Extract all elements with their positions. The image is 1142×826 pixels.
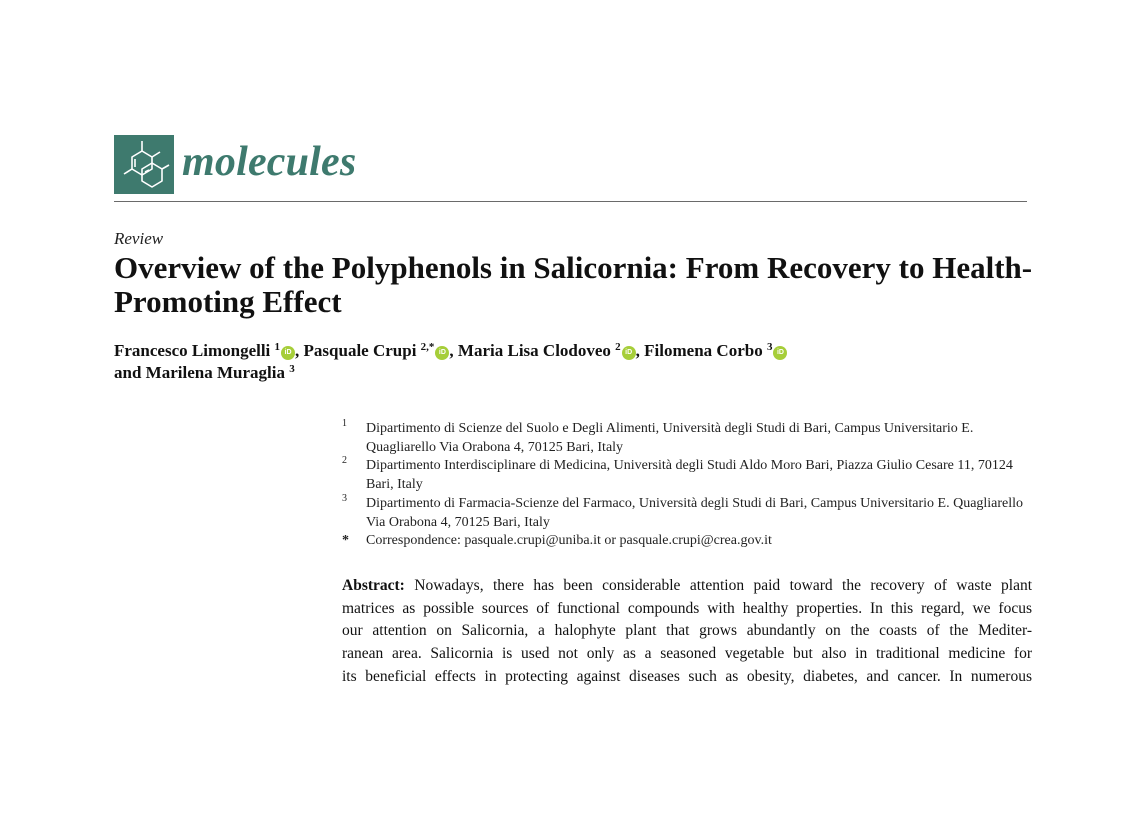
- author-name[interactable]: Francesco Limongelli: [114, 341, 271, 360]
- author-name[interactable]: Maria Lisa Clodoveo: [457, 341, 611, 360]
- author-affiliation-marker: 3: [766, 341, 773, 353]
- author-name[interactable]: Filomena Corbo: [644, 341, 763, 360]
- correspondence-marker: *: [342, 533, 349, 549]
- article-type: Review: [114, 229, 164, 248]
- abstract-line: matrices as possible sources of functional compounds with healthy properties. In this regard, we focus: [342, 599, 1032, 617]
- author-affiliation-marker: 2,*: [420, 341, 435, 353]
- header-divider: [114, 201, 1027, 202]
- affiliation-item: [342, 492, 1032, 532]
- affiliation-marker: 3: [342, 492, 347, 504]
- author-name[interactable]: Pasquale Crupi: [303, 341, 417, 360]
- orcid-icon[interactable]: iD: [622, 346, 636, 360]
- orcid-icon[interactable]: iD: [281, 346, 295, 360]
- author-affiliation-marker: 2: [615, 341, 621, 353]
- affiliation-text: Dipartimento di Farmacia-Scienze del Farmaco, Università degli Studi di Bari, Campus Universitario E. Quagliarello Via Orabona 4, 70125 Bari, Italy: [366, 495, 1024, 530]
- abstract-line-text: Nowadays, there has been considerable attention paid toward the recovery of waste plant: [414, 577, 1033, 594]
- orcid-icon[interactable]: iD: [773, 346, 787, 360]
- affiliation-text: Dipartimento Interdisciplinare di Medicina, Università degli Studi Aldo Moro Bari, Piazza Giulio Cesare 11, 70124 Bari, Italy: [366, 458, 1013, 493]
- affiliation-marker: 2: [342, 455, 347, 467]
- abstract: [342, 575, 1032, 689]
- article-title: Overview of the Polyphenols in Salicornia: From Recovery to Health-Promoting Effect: [114, 250, 1033, 319]
- author-affiliation-marker: 3: [289, 363, 295, 375]
- affiliation-text: Dipartimento di Scienze del Suolo e Degli Alimenti, Università degli Studi di Bari, Campus Universitario E. Quagliarello Via Orabona 4, 70125 Bari, Italy: [366, 421, 974, 455]
- abstract-label: Abstract:: [342, 577, 405, 594]
- journal-header: [114, 135, 1026, 203]
- affiliation-marker: 1: [342, 418, 347, 429]
- author-affiliation-marker: 1: [274, 341, 281, 353]
- affiliation-item: [342, 420, 1032, 457]
- abstract-line: [342, 575, 1032, 598]
- abstract-line: ranean area. Salicornia is used not only as a seasoned vegetable but also in traditional medicine for: [342, 645, 1032, 663]
- abstract-line: its beneficial effects in protecting against diseases such as obesity, diabetes, and cancer. In numerous: [342, 667, 1032, 685]
- affiliation-item: [342, 457, 1032, 494]
- author-list: Francesco Limongelli $^1$ iD , Pasquale Crupi $^{2,*}$ iD , Maria Lisa Clodoveo $^2$ iD , Filomena Corbo $^3$ iD and Marilena Muraglia $^3$: [114, 340, 1014, 384]
- author-name[interactable]: Marilena Muraglia: [145, 363, 285, 382]
- molecule-logo-icon: [114, 135, 174, 194]
- affiliation-list: [342, 420, 1032, 551]
- abstract-line: our attention on Salicornia, a halophyte plant that grows abundantly on the coasts of the Mediter-: [342, 622, 1032, 640]
- author-connector: and: [114, 363, 142, 382]
- journal-name: molecules: [182, 139, 357, 185]
- correspondence-item: [342, 532, 1032, 551]
- correspondence-text[interactable]: Correspondence: pasquale.crupi@uniba.it or pasquale.crupi@crea.gov.it: [366, 533, 772, 549]
- orcid-icon[interactable]: iD: [435, 346, 449, 360]
